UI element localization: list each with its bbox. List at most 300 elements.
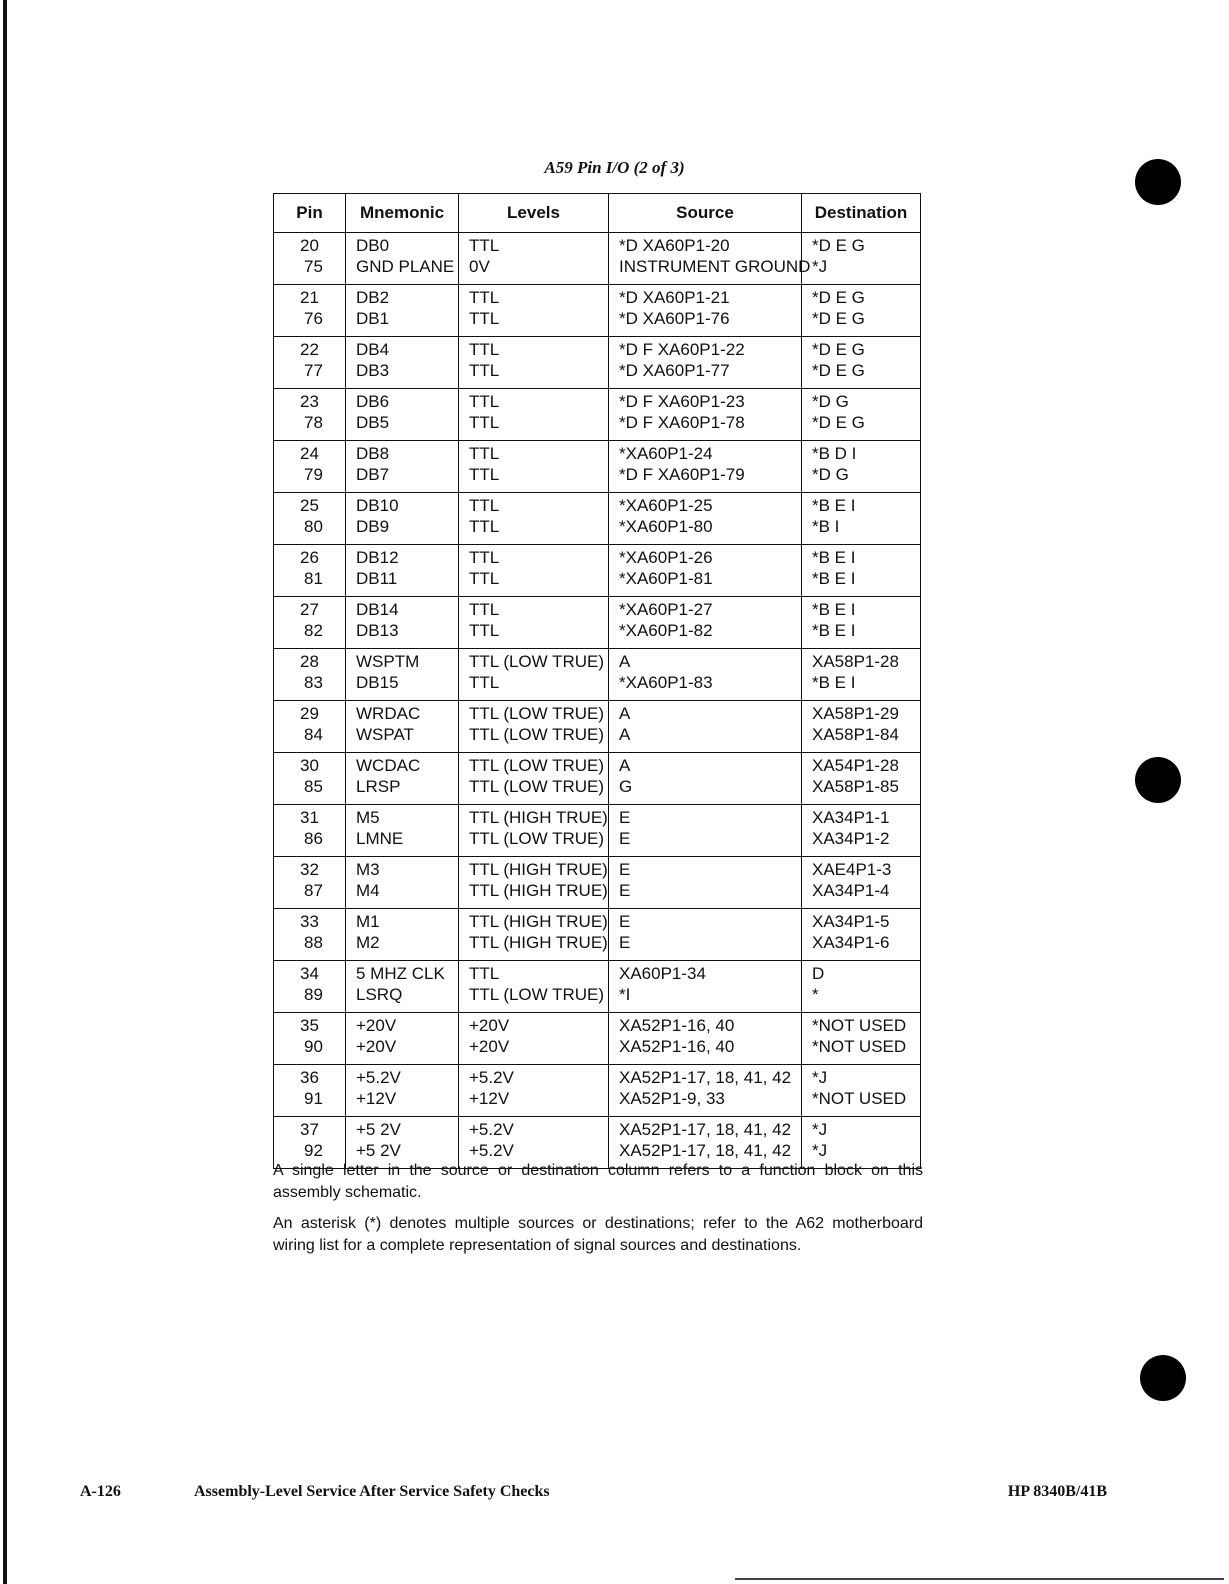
destination-value: XA34P1-1 <box>812 808 890 827</box>
levels-value: TTL (HIGH TRUE) <box>469 860 608 879</box>
mnemonic-value: WCDAC <box>356 756 421 775</box>
levels-value: TTL <box>469 309 500 328</box>
source-cell <box>609 909 802 961</box>
pin-value: 86 <box>304 829 323 848</box>
destination-value: XA58P1-28 <box>812 652 899 671</box>
mnemonic-value: DB6 <box>356 392 390 411</box>
mnemonic-value: DB8 <box>356 444 390 463</box>
destination-value: XAE4P1-3 <box>812 860 892 879</box>
destination-cell <box>802 233 921 285</box>
levels-value: TTL (LOW TRUE) <box>469 725 605 744</box>
destination-value: D <box>812 964 825 983</box>
pin-io-table <box>273 193 921 1169</box>
levels-cell <box>459 441 609 493</box>
mnemonic-cell <box>346 337 459 389</box>
pin-value: 82 <box>304 621 323 640</box>
mnemonic-value: DB7 <box>356 465 390 484</box>
destination-value: *NOT USED <box>812 1016 907 1035</box>
pin-cell <box>274 233 346 285</box>
destination-value: XA34P1-6 <box>812 933 890 952</box>
destination-value: *D G <box>812 392 849 411</box>
destination-value: *B E I <box>812 621 856 640</box>
destination-value: *D G <box>812 465 849 484</box>
levels-value: TTL <box>469 569 500 588</box>
footer-section-title: Assembly-Level Service After Service Safety Checks <box>194 1483 550 1500</box>
source-value: A <box>619 704 631 723</box>
pin-value: 80 <box>304 517 323 536</box>
destination-cell <box>802 701 921 753</box>
destination-value: *B I <box>812 517 840 536</box>
levels-cell <box>459 389 609 441</box>
table-row <box>274 1013 921 1065</box>
destination-cell <box>802 1065 921 1117</box>
levels-value: TTL (HIGH TRUE) <box>469 933 608 952</box>
levels-value: TTL <box>469 496 500 515</box>
destination-cell <box>802 805 921 857</box>
pin-cell <box>274 649 346 701</box>
source-value: *XA60P1-24 <box>619 444 713 463</box>
destination-cell <box>802 649 921 701</box>
destination-value: XA58P1-85 <box>812 777 899 796</box>
table-row <box>274 545 921 597</box>
pin-value: 28 <box>300 652 319 671</box>
destination-value: *J <box>812 257 828 276</box>
source-value: XA60P1-34 <box>619 964 706 983</box>
destination-cell <box>802 909 921 961</box>
header-pin: Pin <box>274 194 346 233</box>
mnemonic-value: DB2 <box>356 288 390 307</box>
pin-cell <box>274 285 346 337</box>
levels-cell <box>459 961 609 1013</box>
source-cell <box>609 805 802 857</box>
source-value: XA52P1-17, 18, 41, 42 <box>619 1141 792 1160</box>
footer-page-number: A-126 <box>80 1483 121 1500</box>
mnemonic-value: DB4 <box>356 340 390 359</box>
mnemonic-value: DB12 <box>356 548 399 567</box>
destination-value: *J <box>812 1120 828 1139</box>
mnemonic-value: DB5 <box>356 413 390 432</box>
mnemonic-value: DB0 <box>356 236 390 255</box>
source-cell <box>609 389 802 441</box>
destination-value: *D E G <box>812 309 865 328</box>
pin-value: 79 <box>304 465 323 484</box>
mnemonic-value: DB14 <box>356 600 399 619</box>
mnemonic-cell <box>346 389 459 441</box>
mnemonic-value: DB9 <box>356 517 390 536</box>
levels-cell <box>459 1013 609 1065</box>
pin-value: 29 <box>300 704 319 723</box>
mnemonic-value: +20V <box>356 1016 397 1035</box>
mnemonic-cell <box>346 1013 459 1065</box>
destination-value: XA34P1-5 <box>812 912 890 931</box>
pin-cell <box>274 857 346 909</box>
pin-value: 32 <box>300 860 319 879</box>
destination-value: *J <box>812 1068 828 1087</box>
destination-value: XA58P1-84 <box>812 725 899 744</box>
pin-value: 81 <box>304 569 323 588</box>
pin-value: 83 <box>304 673 323 692</box>
levels-value: 0V <box>469 257 490 276</box>
source-value: G <box>619 777 633 796</box>
pin-cell <box>274 1013 346 1065</box>
levels-cell <box>459 545 609 597</box>
mnemonic-cell <box>346 285 459 337</box>
destination-value: * <box>812 985 819 1004</box>
source-cell <box>609 285 802 337</box>
destination-cell <box>802 961 921 1013</box>
mnemonic-value: +5.2V <box>356 1068 401 1087</box>
source-value: *D XA60P1-76 <box>619 309 730 328</box>
mnemonic-value: WSPAT <box>356 725 414 744</box>
source-value: *XA60P1-83 <box>619 673 713 692</box>
source-value: *D F XA60P1-23 <box>619 392 745 411</box>
source-value: XA52P1-17, 18, 41, 42 <box>619 1068 792 1087</box>
table-row <box>274 337 921 389</box>
mnemonic-cell <box>346 545 459 597</box>
pin-value: 76 <box>304 309 323 328</box>
levels-cell <box>459 337 609 389</box>
levels-value: TTL (HIGH TRUE) <box>469 912 608 931</box>
levels-value: +20V <box>469 1016 510 1035</box>
levels-value: TTL (LOW TRUE) <box>469 652 605 671</box>
mnemonic-cell <box>346 493 459 545</box>
source-cell <box>609 441 802 493</box>
levels-value: +12V <box>469 1089 510 1108</box>
header-levels: Levels <box>459 194 609 233</box>
pin-value: 26 <box>300 548 319 567</box>
pin-value: 89 <box>304 985 323 1004</box>
source-value: E <box>619 933 631 952</box>
note-single-letter: A single letter in the source or destination column refers to a function block on this assembly schematic. <box>273 1162 923 1201</box>
levels-value: TTL <box>469 548 500 567</box>
source-value: E <box>619 881 631 900</box>
source-cell <box>609 233 811 285</box>
levels-value: TTL (LOW TRUE) <box>469 777 605 796</box>
destination-value: *D E G <box>812 288 865 307</box>
mnemonic-value: M3 <box>356 860 380 879</box>
levels-value: TTL <box>469 340 500 359</box>
bottom-rule <box>735 1578 1224 1580</box>
mnemonic-value: LSRQ <box>356 985 403 1004</box>
destination-value: *D E G <box>812 413 865 432</box>
destination-value: *NOT USED <box>812 1037 907 1056</box>
source-value: E <box>619 912 631 931</box>
table-header-row <box>274 194 921 233</box>
levels-cell <box>459 493 609 545</box>
notes <box>273 1160 923 1266</box>
mnemonic-cell <box>346 441 459 493</box>
mnemonic-value: 5 MHZ CLK <box>356 964 445 983</box>
pin-value: 85 <box>304 777 323 796</box>
source-value: *D XA60P1-21 <box>619 288 730 307</box>
table-row <box>274 1065 921 1117</box>
mnemonic-value: M2 <box>356 933 380 952</box>
source-value: E <box>619 860 631 879</box>
mnemonic-value: GND PLANE <box>356 257 455 276</box>
destination-value: *B E I <box>812 496 856 515</box>
levels-value: +5.2V <box>469 1068 514 1087</box>
levels-cell <box>459 597 609 649</box>
destination-cell <box>802 857 921 909</box>
mnemonic-value: DB13 <box>356 621 399 640</box>
levels-value: +20V <box>469 1037 510 1056</box>
source-cell <box>609 857 802 909</box>
mnemonic-value: LRSP <box>356 777 401 796</box>
levels-value: TTL <box>469 444 500 463</box>
header-mnemonic: Mnemonic <box>346 194 459 233</box>
mnemonic-cell <box>346 701 459 753</box>
pin-value: 27 <box>300 600 319 619</box>
mnemonic-cell <box>346 805 459 857</box>
source-value: E <box>619 808 631 827</box>
levels-cell <box>459 649 609 701</box>
source-value: E <box>619 829 631 848</box>
pin-value: 36 <box>300 1068 319 1087</box>
source-cell <box>609 545 802 597</box>
destination-value: XA54P1-28 <box>812 756 899 775</box>
pin-cell <box>274 701 346 753</box>
destination-cell <box>802 753 921 805</box>
levels-value: TTL <box>469 673 500 692</box>
source-value: *XA60P1-26 <box>619 548 713 567</box>
table-row <box>274 285 921 337</box>
pin-value: 34 <box>300 964 319 983</box>
header-destination: Destination <box>802 194 921 233</box>
levels-cell <box>459 857 609 909</box>
destination-cell <box>802 493 921 545</box>
source-value: XA52P1-9, 33 <box>619 1089 725 1108</box>
source-value: *D F XA60P1-78 <box>619 413 745 432</box>
mnemonic-value: DB15 <box>356 673 399 692</box>
source-value: *XA60P1-82 <box>619 621 713 640</box>
mnemonic-cell <box>346 649 459 701</box>
destination-value: XA34P1-2 <box>812 829 890 848</box>
destination-cell <box>802 597 921 649</box>
table-row <box>274 493 921 545</box>
pin-value: 21 <box>300 288 319 307</box>
source-value: *D F XA60P1-22 <box>619 340 745 359</box>
levels-cell <box>459 1065 609 1117</box>
source-value: A <box>619 756 631 775</box>
destination-value: *D E G <box>812 361 865 380</box>
source-value: XA52P1-16, 40 <box>619 1016 735 1035</box>
levels-cell <box>459 233 609 285</box>
pin-value: 22 <box>300 340 319 359</box>
table-row <box>274 597 921 649</box>
pin-cell <box>274 909 346 961</box>
source-value: *XA60P1-80 <box>619 517 713 536</box>
mnemonic-value: +5 2V <box>356 1141 401 1160</box>
pin-value: 37 <box>300 1120 319 1139</box>
mnemonic-value: +5 2V <box>356 1120 401 1139</box>
pin-value: 25 <box>300 496 319 515</box>
source-value: INSTRUMENT GROUND <box>619 257 811 276</box>
levels-value: TTL (HIGH TRUE) <box>469 808 608 827</box>
source-value: A <box>619 725 631 744</box>
mnemonic-value: WSPTM <box>356 652 420 671</box>
destination-value: *B D I <box>812 444 857 463</box>
pin-cell <box>274 597 346 649</box>
mnemonic-cell <box>346 909 459 961</box>
levels-value: TTL <box>469 392 500 411</box>
levels-value: TTL <box>469 517 500 536</box>
pin-cell <box>274 961 346 1013</box>
destination-cell <box>802 1013 921 1065</box>
table-row <box>274 389 921 441</box>
pin-value: 30 <box>300 756 319 775</box>
footer-model: HP 8340B/41B <box>1007 1483 1107 1500</box>
destination-cell <box>802 389 921 441</box>
pin-value: 23 <box>300 392 319 411</box>
levels-value: +5.2V <box>469 1141 514 1160</box>
levels-value: TTL <box>469 600 500 619</box>
table-row <box>274 441 921 493</box>
pin-value: 31 <box>300 808 319 827</box>
pin-cell <box>274 337 346 389</box>
mnemonic-value: WRDAC <box>356 704 421 723</box>
levels-value: TTL (HIGH TRUE) <box>469 881 608 900</box>
pin-cell <box>274 1065 346 1117</box>
mnemonic-cell <box>346 961 459 1013</box>
source-value: *XA60P1-81 <box>619 569 713 588</box>
mnemonic-value: DB1 <box>356 309 390 328</box>
mnemonic-cell <box>346 233 459 285</box>
destination-cell <box>802 285 921 337</box>
binder-hole-bottom <box>1140 1355 1186 1401</box>
header-source: Source <box>609 194 802 233</box>
source-cell <box>609 1013 802 1065</box>
pin-value: 91 <box>304 1089 323 1108</box>
table-caption: A59 Pin I/O (2 of 3) <box>544 158 685 177</box>
mnemonic-value: +12V <box>356 1089 397 1108</box>
levels-value: TTL <box>469 621 500 640</box>
source-value: XA52P1-17, 18, 41, 42 <box>619 1120 792 1139</box>
pin-value: 78 <box>304 413 323 432</box>
levels-cell <box>459 285 609 337</box>
destination-value: *D E G <box>812 340 865 359</box>
levels-cell <box>459 805 609 857</box>
mnemonic-cell <box>346 857 459 909</box>
levels-value: TTL <box>469 288 500 307</box>
table-row <box>274 649 921 701</box>
pin-value: 24 <box>300 444 319 463</box>
left-margin-rule <box>3 0 7 1584</box>
source-value: *D XA60P1-20 <box>619 236 730 255</box>
pin-value: 75 <box>304 257 323 276</box>
levels-value: TTL <box>469 964 500 983</box>
mnemonic-value: M5 <box>356 808 380 827</box>
source-value: *I <box>619 985 631 1004</box>
pin-value: 90 <box>304 1037 323 1056</box>
pin-value: 88 <box>304 933 323 952</box>
levels-value: +5.2V <box>469 1120 514 1139</box>
source-value: *XA60P1-27 <box>619 600 713 619</box>
table-row <box>274 805 921 857</box>
source-value: *XA60P1-25 <box>619 496 713 515</box>
source-value: *D F XA60P1-79 <box>619 465 745 484</box>
levels-value: TTL (LOW TRUE) <box>469 829 605 848</box>
table-row <box>274 961 921 1013</box>
source-value: A <box>619 652 631 671</box>
source-cell <box>609 701 802 753</box>
table-row <box>274 701 921 753</box>
mnemonic-value: M1 <box>356 912 380 931</box>
levels-value: TTL <box>469 465 500 484</box>
pin-value: 33 <box>300 912 319 931</box>
source-cell <box>609 493 802 545</box>
mnemonic-value: +20V <box>356 1037 397 1056</box>
destination-value: *B E I <box>812 569 856 588</box>
mnemonic-value: DB3 <box>356 361 390 380</box>
mnemonic-cell <box>346 597 459 649</box>
destination-value: XA34P1-4 <box>812 881 890 900</box>
mnemonic-value: LMNE <box>356 829 404 848</box>
destination-cell <box>802 441 921 493</box>
pin-value: 77 <box>304 361 323 380</box>
pin-cell <box>274 753 346 805</box>
source-value: XA52P1-16, 40 <box>619 1037 735 1056</box>
levels-cell <box>459 753 609 805</box>
source-cell <box>609 337 802 389</box>
destination-value: XA58P1-29 <box>812 704 899 723</box>
pin-value: 84 <box>304 725 323 744</box>
destination-value: *B E I <box>812 600 856 619</box>
destination-value: *NOT USED <box>812 1089 907 1108</box>
mnemonic-value: DB11 <box>356 569 398 588</box>
binder-hole-middle <box>1135 757 1181 803</box>
pin-cell <box>274 545 346 597</box>
pin-value: 35 <box>300 1016 319 1035</box>
source-value: *D XA60P1-77 <box>619 361 730 380</box>
levels-value: TTL (LOW TRUE) <box>469 756 605 775</box>
pin-cell <box>274 805 346 857</box>
levels-cell <box>459 909 609 961</box>
source-cell <box>609 597 802 649</box>
mnemonic-value: DB10 <box>356 496 399 515</box>
destination-cell <box>802 545 921 597</box>
note-asterisk: An asterisk (*) denotes multiple sources or destinations; refer to the A62 motherboard wiring list for a complete representation of signal sources and destinations. <box>273 1215 923 1254</box>
mnemonic-cell <box>346 1065 459 1117</box>
levels-value: TTL (LOW TRUE) <box>469 704 605 723</box>
levels-value: TTL <box>469 413 500 432</box>
table-row <box>274 909 921 961</box>
source-cell <box>609 1065 802 1117</box>
pin-cell <box>274 441 346 493</box>
table-row <box>274 857 921 909</box>
destination-value: *D E G <box>812 236 865 255</box>
pin-value: 87 <box>304 881 323 900</box>
pin-value: 20 <box>300 236 319 255</box>
destination-cell <box>802 337 921 389</box>
pin-cell <box>274 389 346 441</box>
mnemonic-value: M4 <box>356 881 380 900</box>
table-row <box>274 753 921 805</box>
levels-value: TTL <box>469 361 500 380</box>
pin-cell <box>274 493 346 545</box>
destination-value: *B E I <box>812 548 856 567</box>
levels-value: TTL <box>469 236 500 255</box>
table-row <box>274 233 921 285</box>
pin-value: 92 <box>304 1141 323 1160</box>
mnemonic-cell <box>346 753 459 805</box>
destination-value: *J <box>812 1141 828 1160</box>
source-cell <box>609 753 802 805</box>
levels-value: TTL (LOW TRUE) <box>469 985 605 1004</box>
source-cell <box>609 649 802 701</box>
source-cell <box>609 961 802 1013</box>
levels-cell <box>459 701 609 753</box>
destination-value: *B E I <box>812 673 856 692</box>
